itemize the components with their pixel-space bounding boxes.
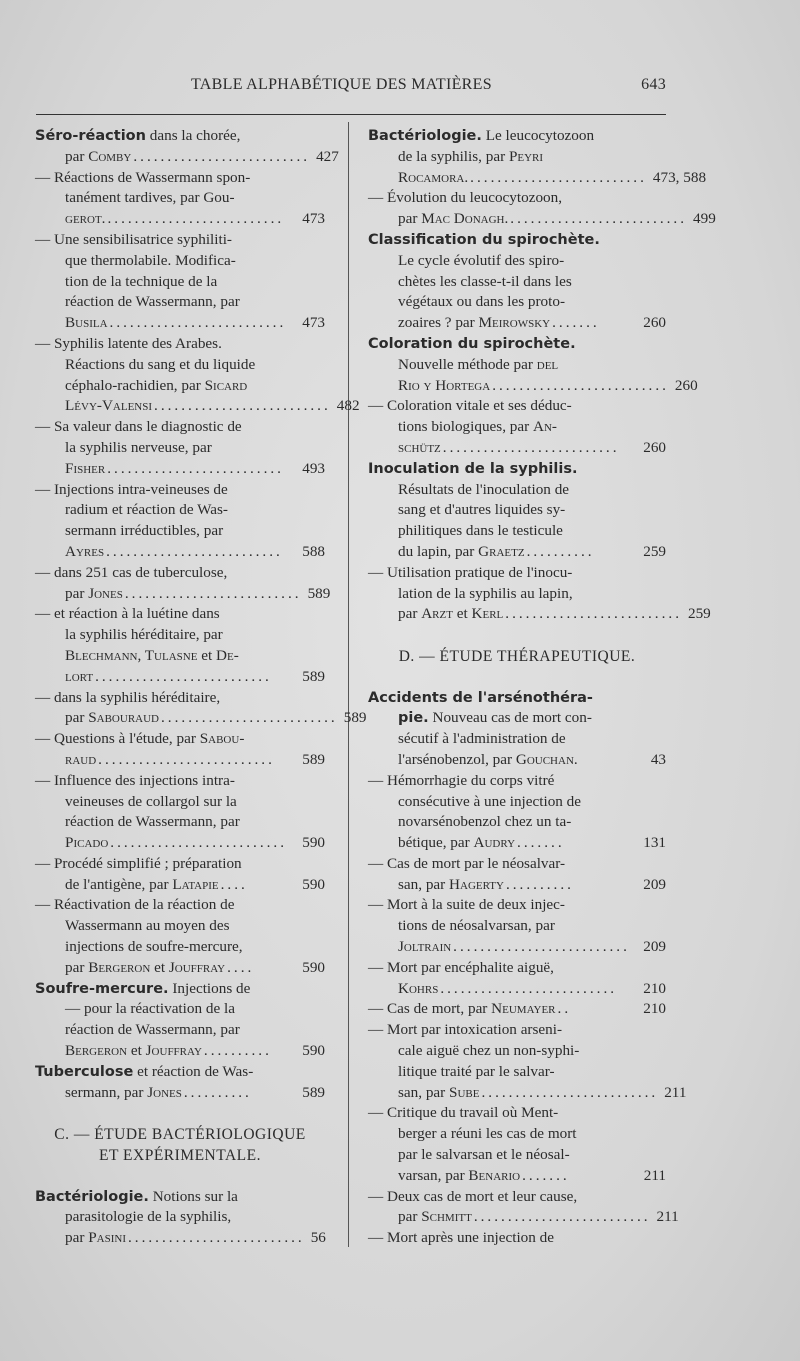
index-entry: réaction de Wassermann, par (65, 813, 240, 831)
index-entry: la syphilis héréditaire, par (65, 626, 223, 644)
index-entry-ref: par Mac Donagh. .......................... 499 (398, 210, 716, 228)
index-entry: — Mort par encéphalite aiguë, (368, 958, 554, 976)
index-entry: — pour la réactivation de la (65, 1000, 235, 1018)
index-entry-heading: Séro-réaction dans la chorée, (35, 127, 241, 144)
index-entry-ref: san, par Hagerty .......... 209 (398, 875, 666, 893)
index-entry-ref: bétique, par Audry ....... 131 (398, 834, 666, 852)
index-entry: Réactions du sang et du liquide (65, 355, 256, 373)
index-entry: — Procédé simplifié ; préparation (35, 854, 242, 872)
index-entry: — Critique du travail où Ment- (368, 1104, 559, 1122)
index-entry-ref: raud .......................... 589 (65, 750, 325, 768)
index-entry: pie. Nouveau cas de mort con- (398, 709, 592, 727)
index-entry-ref: par Pasini .......................... 56 (65, 1229, 326, 1247)
index-entry: novarsénobenzol chez un ta- (398, 813, 572, 831)
index-entry: philitiques dans le testicule (398, 522, 563, 540)
index-entry-heading: Classification du spirochète. (368, 231, 600, 248)
index-entry-ref: Rio y Hortega .......................... 260 (398, 376, 698, 394)
index-entry: Wassermann au moyen des (65, 917, 230, 935)
index-entry: Nouvelle méthode par del (398, 355, 559, 373)
index-entry: — Évolution du leucocytozoon, (368, 189, 563, 207)
index-entry: — Mort à la suite de deux injec- (368, 896, 565, 914)
index-entry: veineuses de collargol sur la (65, 792, 237, 810)
index-entry-ref: zoaires ? par Meirowsky ....... 260 (398, 314, 666, 332)
index-entry-ref: par Sabouraud .......................... 589 (65, 709, 367, 727)
index-entry-heading: Inoculation de la syphilis. (368, 460, 578, 477)
left-column (35, 126, 367, 1249)
index-entry-heading: Accidents de l'arsénothéra- (368, 689, 593, 706)
index-entry-ref: san, par Sube .......................... 211 (398, 1083, 687, 1101)
index-entry-ref: par Jones .......................... 589 (65, 584, 331, 602)
index-entry-ref: de l'antigène, par Latapie .... 590 (65, 875, 325, 893)
index-entry: la syphilis nerveuse, par (65, 438, 212, 456)
index-entry: réaction de Wassermann, par (65, 1021, 240, 1039)
index-entry: — Syphilis latente des Arabes. (35, 334, 222, 352)
index-entry: — Coloration vitale et ses déduc- (368, 397, 572, 415)
page-number: 643 (641, 76, 666, 93)
index-entry: Le cycle évolutif des spiro- (398, 251, 565, 269)
index-entry-ref: sermann, par Jones .......... 589 (65, 1083, 325, 1101)
index-entry: — Questions à l'étude, par Sabou- (35, 730, 245, 748)
index-entry-ref: par Bergeron et Jouffray .... 590 (65, 958, 325, 976)
index-entry: sermann irréductibles, par (65, 522, 224, 540)
index-entry-ref: par Arzt et Kerl .......................... 259 (398, 605, 711, 623)
index-entry: tion de la technique de la (65, 272, 218, 290)
index-entry-heading: Coloration du spirochète. (368, 335, 576, 352)
running-header (36, 76, 666, 100)
index-entry: — Mort après une injection de (368, 1229, 554, 1247)
index-entry: sang et d'autres liquides sy- (398, 501, 566, 519)
index-entry: — dans 251 cas de tuberculose, (35, 563, 228, 581)
index-entry: — Une sensibilisatrice syphiliti- (35, 230, 232, 248)
section-heading: D. — ÉTUDE THÉRAPEUTIQUE. (398, 647, 636, 665)
index-entry: — Cas de mort par le néosalvar- (368, 854, 566, 872)
index-entry: tions biologiques, par An- (398, 418, 557, 436)
index-entry-ref: Picado .......................... 590 (65, 834, 325, 852)
index-entry: consécutive à une injection de (398, 792, 582, 810)
index-entry: par le salvarsan et le néosal- (398, 1146, 570, 1164)
index-entry: Blechmann, Tulasne et De- (65, 646, 239, 664)
index-entry: céphalo-rachidien, par Sicard (65, 376, 248, 394)
header-rule (36, 114, 666, 115)
index-entry-ref: l'arsénobenzol, par Gouchan. 43 (398, 750, 666, 768)
index-entry: — et réaction à la luétine dans (35, 605, 220, 623)
spacer (368, 667, 666, 688)
index-entry: Résultats de l'inoculation de (398, 480, 570, 498)
index-entry-ref: varsan, par Benario ....... 211 (398, 1166, 666, 1184)
section-heading: ET EXPÉRIMENTALE. (99, 1147, 261, 1165)
index-entry-heading: Bactériologie. Le leucocytozoon (368, 127, 595, 144)
index-entry-ref: Bergeron et Jouffray .......... 590 (65, 1042, 325, 1060)
spacer (35, 1166, 325, 1187)
index-entry: réaction de Wassermann, par (65, 293, 240, 311)
index-entry-ref: Lévy-Valensi .......................... 482 (65, 397, 360, 415)
index-entry: — Réactivation de la réaction de (35, 896, 235, 914)
index-entry: que thermolabile. Modifica- (65, 251, 236, 269)
index-entry: — Influence des injections intra- (35, 771, 235, 789)
section-heading: C. — ÉTUDE BACTÉRIOLOGIQUE (54, 1126, 306, 1144)
index-entry: végétaux ou dans les proto- (398, 293, 566, 311)
index-entry-ref: Kohrs .......................... 210 (398, 979, 666, 997)
index-entry: — Sa valeur dans le diagnostic de (35, 418, 242, 436)
index-entry: — dans la syphilis héréditaire, (35, 688, 221, 706)
spacer (368, 625, 666, 646)
index-entry-heading: Tuberculose et réaction de Was- (35, 1062, 254, 1080)
index-entry: — Utilisation pratique de l'inocu- (368, 563, 573, 581)
index-entry: litique traité par le salvar- (398, 1062, 555, 1080)
index-entry-ref: lort .......................... 589 (65, 667, 325, 685)
index-entry: tanément tardives, par Gou- (65, 189, 235, 207)
index-entry: — Injections intra-veineuses de (35, 480, 228, 498)
index-entry-ref: du lapin, par Graetz .......... 259 (398, 542, 666, 560)
index-entry: lation de la syphilis au lapin, (398, 584, 573, 602)
index-entry: de la syphilis, par Peyri (398, 147, 544, 165)
index-entry: — Réactions de Wassermann spon- (35, 168, 251, 186)
index-entry-ref: par Schmitt .......................... 211 (398, 1208, 679, 1226)
index-entry-ref: schütz .......................... 260 (398, 438, 666, 456)
index-entry: — Deux cas de mort et leur cause, (368, 1187, 578, 1205)
index-entry: — Mort par intoxication arseni- (368, 1021, 563, 1039)
index-entry: — Hémorrhagie du corps vitré (368, 771, 555, 789)
index-entry: parasitologie de la syphilis, (65, 1208, 232, 1226)
index-entry: tions de néosalvarsan, par (398, 917, 555, 935)
index-entry-ref: Ayres .......................... 588 (65, 542, 325, 560)
index-entry-ref: — Cas de mort, par Neumayer .. 210 (368, 1000, 666, 1018)
spacer (35, 1103, 325, 1124)
index-entry-ref: Busila .......................... 473 (65, 314, 325, 332)
header-title: TABLE ALPHABÉTIQUE DES MATIÈRES (191, 76, 492, 93)
index-entry: injections de soufre-mercure, (65, 938, 243, 956)
index-entry: chètes les classe-t-il dans les (398, 272, 572, 290)
index-entry: berger a réuni les cas de mort (398, 1125, 577, 1143)
index-entry-ref: Rocamora. .......................... 473, 588 (398, 168, 707, 186)
index-entry-ref: par Comby .......................... 427 (65, 147, 339, 165)
column-divider (348, 122, 349, 1247)
index-entry-heading: Soufre-mercure. Injections de (35, 979, 251, 997)
index-entry-ref: gerot. .......................... 473 (65, 210, 325, 228)
index-entry: cale aiguë chez un non-syphi- (398, 1042, 580, 1060)
index-entry-heading: Bactériologie. Notions sur la (35, 1187, 238, 1205)
index-entry: radium et réaction de Was- (65, 501, 228, 519)
index-entry: sécutif à l'administration de (398, 730, 566, 748)
index-entry-ref: Joltrain .......................... 209 (398, 938, 666, 956)
index-entry-ref: Fisher .......................... 493 (65, 459, 325, 477)
right-column (368, 126, 716, 1249)
